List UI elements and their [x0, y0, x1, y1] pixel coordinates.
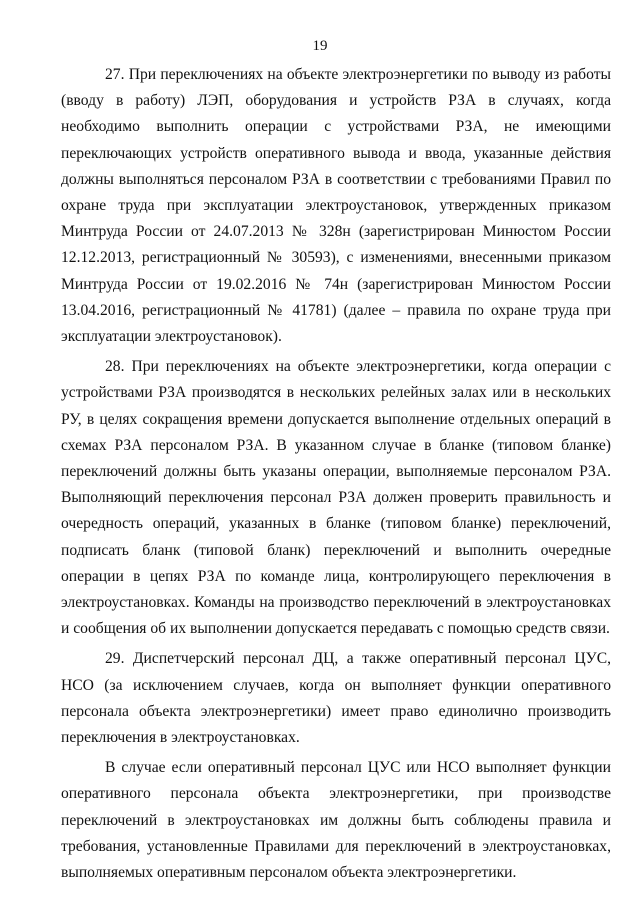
document-body	[61, 62, 611, 890]
paragraph-27: 27. При переключениях на объекте электроэнергетики по выводу из работы (вводу в работу) ЛЭП, оборудования и устройств РЗА в случаях, когда необходимо выполнить операции с устройствами РЗА, не имеющими переключающих устройств оперативного вывода и ввода, указанные действия должны выполняться персоналом РЗА в соответствии с требованиями Правил по охране труда при эксплуатации электроустановок, утвержденных приказом Минтруда России от 24.07.2013 № 328н (зарегистрирован Минюстом России 12.12.2013, регистрационный № 30593), с изменениями, внесенными приказом Минтруда России от 19.02.2016 № 74н (зарегистрирован Минюстом России 13.04.2016, регистрационный № 41781) (далее – правила по охране труда при эксплуатации электроустановок).	[61, 66, 611, 346]
paragraph-29: 29. Диспетчерский персонал ДЦ, а также оперативный персонал ЦУС, НСО (за исключением случаев, когда он выполняет функции оперативного персонала объекта электроэнергетики) имеет право единолично производить переключения в электроустановках.	[61, 650, 611, 747]
paragraph-29-continuation: В случае если оперативный персонал ЦУС или НСО выполняет функции оперативного персонала объекта электроэнергетики, при производстве переключений в электроустановках им должны быть соблюдены правила и требования, установленные Правилами для переключений в электроустановках, выполняемых оперативным персоналом объекта электроэнергетики.	[61, 759, 611, 882]
page-number: 19	[312, 38, 328, 54]
paragraph-28: 28. При переключениях на объекте электроэнергетики, когда операции с устройствами РЗА производятся в нескольких релейных залах или в нескольких РУ, в целях сокращения времени допускается выполнение отдельных операций в схемах РЗА персоналом РЗА. В указанном случае в бланке (типовом бланке) переключений должны быть указаны операции, выполняемые персоналом РЗА. Выполняющий переключения персонал РЗА должен проверить правильность и очередность операций, указанных в бланке (типовом бланке) переключений, подписать бланк (типовой бланк) переключений и выполнить очередные операции в цепях РЗА по команде лица, контролирующего переключения в электроустановках. Команды на производство переключений в электроустановках и сообщения об их выполнении допускается передавать с помощью средств связи.	[61, 358, 611, 638]
